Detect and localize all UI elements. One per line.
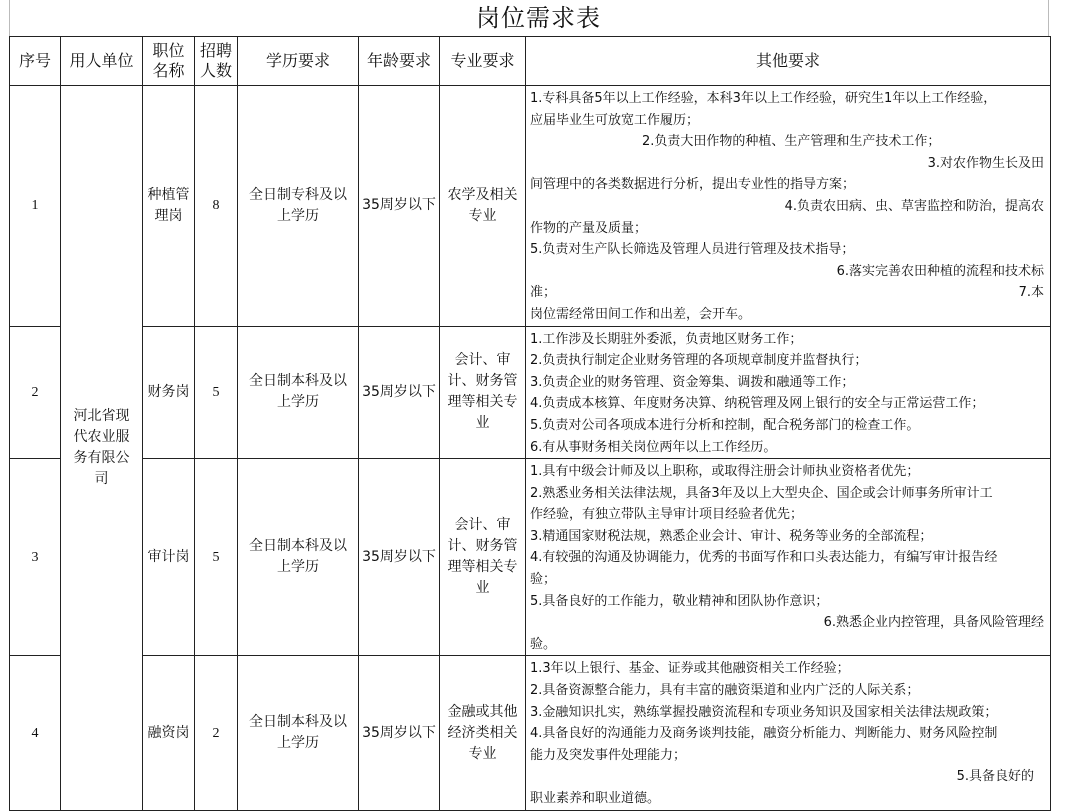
header-count: 招聘人数 xyxy=(195,37,238,86)
requirement-line: 3.对农作物生长及田 xyxy=(927,155,1044,171)
age-cell: 35周岁以下 xyxy=(359,656,440,810)
requirement-line: 3.精通国家财税法规，熟悉企业会计、审计、税务等业务的全部流程； xyxy=(530,528,933,544)
position-cell: 审计岗 xyxy=(143,459,195,656)
row-seq: 2 xyxy=(10,326,61,459)
requirement-line: 6.熟悉企业内控管理，具备风险管理经 xyxy=(823,615,1044,631)
major-cell: 金融或其他经济类相关专业 xyxy=(440,656,526,810)
page-title: 岗位需求表 xyxy=(476,4,601,32)
requirement-line: 1.专科具备5年以上工作经验，本科3年以上工作经验，研究生1年以上工作经验， xyxy=(530,91,997,106)
requirement-line: 5.具备良好的 xyxy=(956,769,1034,785)
major-cell: 农学及相关专业 xyxy=(440,86,526,327)
position-cell: 种植管理岗 xyxy=(143,86,195,327)
requirement-line: 验。 xyxy=(530,636,557,652)
requirement-line: 7.本 xyxy=(1018,285,1044,301)
requirement-line: 1.3年以上银行、基金、证券或其他融资相关工作经验； xyxy=(530,661,850,677)
requirement-line: 4.具备良好的沟通能力及商务谈判技能，融资分析能力、判断能力、财务风险控制 xyxy=(530,726,998,742)
table-row xyxy=(10,656,1051,810)
requirement-line: 4.有较强的沟通及协调能力，优秀的书面写作和口头表达能力，有编写审计报告经 xyxy=(530,550,998,566)
requirement-line: 3.负责企业的财务管理、资金筹集、调拨和融通等工作； xyxy=(530,374,855,390)
major-cell: 会计、审计、财务管理等相关专业 xyxy=(440,459,526,656)
requirement-line: 应届毕业生可放宽工作履历； xyxy=(530,112,700,128)
requirement-line: 1.工作涉及长期驻外委派，负责地区财务工作； xyxy=(530,331,803,347)
other-requirements-cell xyxy=(526,459,1051,656)
requirement-line: 2.负责大田作物的种植、生产管理和生产技术工作； xyxy=(642,134,941,150)
header-seq: 序号 xyxy=(10,37,61,86)
requirement-line: 4.负责成本核算、年度财务决算、纳税管理及网上银行的安全与正常运营工作； xyxy=(530,396,985,412)
other-requirements-cell xyxy=(526,326,1051,459)
header-major: 专业要求 xyxy=(440,37,526,86)
requirement-line: 1.具有中级会计师及以上职称，或取得注册会计师执业资格者优先； xyxy=(530,464,920,480)
employer-cell xyxy=(61,86,143,811)
count-cell: 2 xyxy=(195,656,238,810)
education-cell: 全日制专科及以上学历 xyxy=(238,86,359,327)
requirement-line: 5.具备良好的工作能力，敬业精神和团队协作意识； xyxy=(530,593,829,609)
age-cell: 35周岁以下 xyxy=(359,459,440,656)
other-requirements-cell xyxy=(526,656,1051,810)
other-requirements-cell: 1.专科具备5年以上工作经验，本科3年以上工作经验，研究生1年以上工作经验， 应届毕业生可放宽工作履历； 2.负责大田作物的种植、生产管理和生产技术工作； 3.对农作物生长及田 间管理中的各类数据进行分析，提出专业性的指导方案； 4.负责农田病、虫、草害监控和防治，提高农 作物的产量及质量； 5.负责对生产队长筛选及管理人员进行管理及技术指导； 6.落实完善农田种植的流程和技术标 准； 7.本 岗位需经常田间工作和出差，会开车。 xyxy=(526,86,1051,327)
requirement-line: 作物的产量及质量； xyxy=(530,220,648,236)
table-row xyxy=(10,86,1051,327)
education-cell: 全日制本科及以上学历 xyxy=(238,326,359,459)
requirement-line: 2.负责执行制定企业财务管理的各项规章制度并监督执行； xyxy=(530,353,868,369)
row-seq: 4 xyxy=(10,656,61,810)
requirement-line: 6.落实完善农田种植的流程和技术标 xyxy=(836,263,1044,279)
header-other: 其他要求 xyxy=(526,37,1051,86)
position-cell: 融资岗 xyxy=(143,656,195,810)
table-row xyxy=(10,459,1051,656)
requirement-line: 验； xyxy=(530,572,557,588)
header-unit: 用人单位 xyxy=(61,37,143,86)
age-cell: 35周岁以下 xyxy=(359,86,440,327)
requirement-line: 间管理中的各类数据进行分析，提出专业性的指导方案； xyxy=(530,177,856,193)
requirement-line: 6.有从事财务相关岗位两年以上工作经历。 xyxy=(530,439,777,455)
employer-name: 河北省现代农业服务有限公司 xyxy=(73,407,130,487)
age-cell: 35周岁以下 xyxy=(359,326,440,459)
count-cell: 5 xyxy=(195,326,238,459)
job-requirements-table xyxy=(9,36,1051,811)
requirement-line: 4.负责农田病、虫、草害监控和防治，提高农 xyxy=(784,198,1044,214)
requirement-line: 3.金融知识扎实，熟练掌握投融资流程和专项业务知识及国家相关法律法规政策； xyxy=(530,704,998,720)
requirement-line: 岗位需经常田间工作和出差，会开车。 xyxy=(530,306,752,322)
requirement-line: 2.熟悉业务相关法律法规，具备3年及以上大型央企、国企或会计师事务所审计工 xyxy=(530,485,993,501)
count-cell: 5 xyxy=(195,459,238,656)
major-cell: 会计、审计、财务管理等相关专业 xyxy=(440,326,526,459)
header-position: 职位名称 xyxy=(143,37,195,86)
position-cell: 财务岗 xyxy=(143,326,195,459)
header-age: 年龄要求 xyxy=(359,37,440,86)
education-cell: 全日制本科及以上学历 xyxy=(238,656,359,810)
header-row xyxy=(10,37,1051,86)
requirement-line: 能力及突发事件处理能力； xyxy=(530,747,687,763)
education-cell: 全日制本科及以上学历 xyxy=(238,459,359,656)
row-seq: 3 xyxy=(10,459,61,656)
row-seq: 1 xyxy=(10,86,61,327)
requirement-line: 5.负责对公司各项成本进行分析和控制，配合税务部门的检查工作。 xyxy=(530,417,920,433)
header-education: 学历要求 xyxy=(238,37,359,86)
requirement-line: 作经验，有独立带队主导审计项目经验者优先； xyxy=(530,507,804,523)
table-row xyxy=(10,326,1051,459)
count-cell: 8 xyxy=(195,86,238,327)
requirement-line: 5.负责对生产队长筛选及管理人员进行管理及技术指导； xyxy=(530,242,855,258)
requirement-line: 2.具备资源整合能力，具有丰富的融资渠道和业内广泛的人际关系； xyxy=(530,683,920,699)
requirement-line: 职业素养和职业道德。 xyxy=(530,791,661,806)
